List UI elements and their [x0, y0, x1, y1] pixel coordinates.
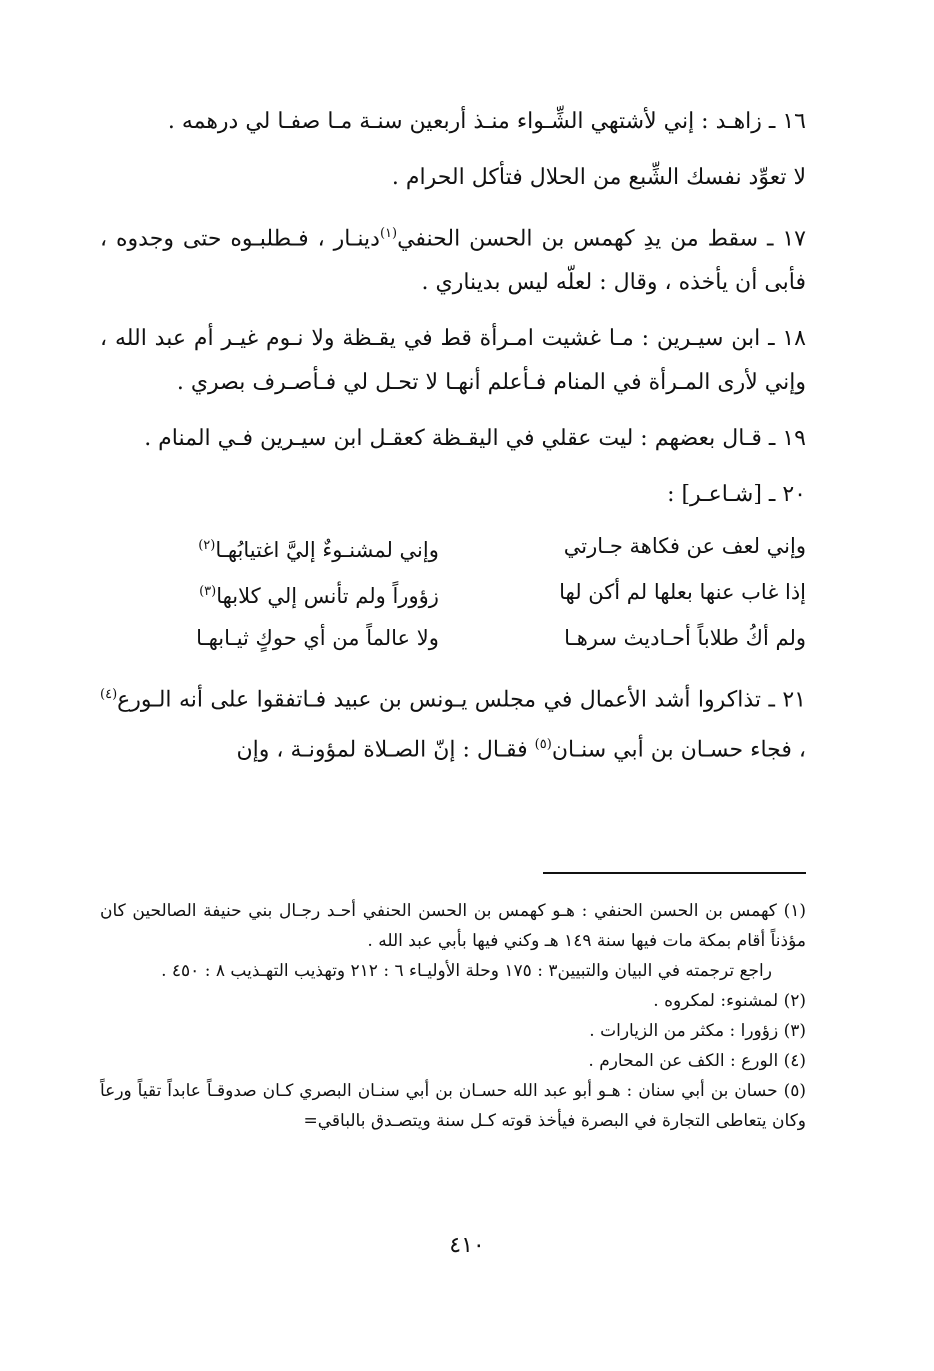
poem-line — [100, 571, 806, 617]
paragraph-19: ١٩ ـ قـال بعضهم : ليت عقلي في اليقـظة كعقـل ابن سيـرين فـي المنام . — [144, 426, 806, 452]
paragraph-16: ١٦ ـ زاهـد : إني لأشتهي الشِّـواء منـذ أربعين سنـة مـا صفـا لي درهمه . — [167, 109, 806, 134]
paragraph-21-part-a: ٢١ ـ تذاكروا أشد الأعمال في مجلس يـونس بن عبيد فـاتفقوا على أنه الـورع — [117, 687, 806, 713]
footnotes — [100, 896, 806, 1136]
paragraph-17-start: ١٧ ـ سقط من يدِ كهمس بن الحسن الحنفي — [397, 226, 806, 252]
footnote-5: (٥) حسان بن أبي سنان : هـو أبو عبد الله حسـان بن أبي سنـان البصري كـان صدوقـاً عابداً تقياً ورعاً وكان يتعاطى التجارة في البصرة فيأخذ قوته كـل سنة ويتصـدق بالباقي= — [100, 1081, 806, 1131]
page-number: ٤١٠ — [449, 1233, 485, 1258]
poem-hemistich-first: إذا غاب عنها بعلها لم أكن لها — [559, 580, 806, 605]
paragraph-21-part-c: فقـال : إنّ الصـلاة لمؤونـة ، وإن — [236, 736, 535, 762]
poem-title: ٢٠ ـ [شـاعـر] : — [667, 482, 806, 508]
paragraph-17-end: دينـار ، فـطلبـوه حتى وجدوه ، فأبى أن يأخذه ، وقال : لعلّه ليس بديناري . — [100, 226, 806, 296]
poem-hemistich-first: وإني لعف عن فكاهة جـارتي — [563, 534, 806, 559]
footnote-ref-3[interactable]: (٣) — [199, 584, 217, 600]
page-body — [100, 100, 806, 784]
poem-hemistich-first: ولم أكُ طلاباً أحـاديث سرهـا — [564, 626, 806, 651]
footnote-3: (٣) زؤورا : مكثر من الزيارات . — [589, 1021, 806, 1041]
footnote-ref-4[interactable]: (٤) — [100, 687, 118, 703]
poem — [100, 525, 806, 659]
paragraph-17 — [100, 212, 806, 305]
footnote-ref-2[interactable]: (٢) — [198, 538, 216, 554]
footnote-1-reference: راجع ترجمته في البيان والتبيين٣ : ١٧٥ وحلة الأوليـاء ٦ : ٢١٢ وتهذيب التهـذيب ٨ : ٤٥٠ . — [161, 961, 772, 981]
poem-line — [100, 617, 806, 659]
paragraph-21 — [100, 673, 806, 772]
footnote-divider — [543, 872, 806, 874]
poem-hemistich-second — [100, 525, 439, 571]
footnote-ref-5[interactable]: (٥) — [534, 736, 552, 752]
poem-hemistich-second: ولا عالماً من أي حوكٍ ثيـابهـا — [196, 626, 439, 651]
footnote-ref-1[interactable]: (١) — [379, 226, 398, 241]
poem-hemistich-text: وإني لمشنـوءٌ إليَّ اغتيابُهـا — [215, 538, 439, 563]
poem-hemistich-second — [100, 571, 439, 617]
footnote-4: (٤) الورع : الكف عن المحارم . — [588, 1051, 806, 1071]
poem-hemistich-text: زؤوراً ولم تأنس إلي كلابها — [216, 584, 439, 609]
saying-line: لا تعوِّد نفسك الشِّبع من الحلال فتأكل الحرام . — [391, 165, 806, 190]
paragraph-18: ١٨ ـ ابن سيـرين : مـا غشيت امـرأة قط في يقـظة ولا نـوم غيـر أم عبد الله ، وإني لأرى المـرأة في المنام فـأعلم أنهـا لا تحـل لي فـأصـرف بصري . — [100, 326, 806, 396]
paragraph-21-part-b: ، فجاء حسـان بن أبي سنـان — [551, 736, 806, 762]
footnote-1: (١) كهمس بن الحسن الحنفي : هـو كهمس بن الحسن الحنفي أحـد رجـال بني حنيفة الصالحين كان مؤذناً أقام بمكة مات فيها سنة ١٤٩ هـ وكني فيها بأبي عبد الله . — [100, 901, 806, 951]
poem-line — [100, 525, 806, 571]
footnote-2: (٢) لمشنوء: لمكروه . — [653, 991, 806, 1011]
